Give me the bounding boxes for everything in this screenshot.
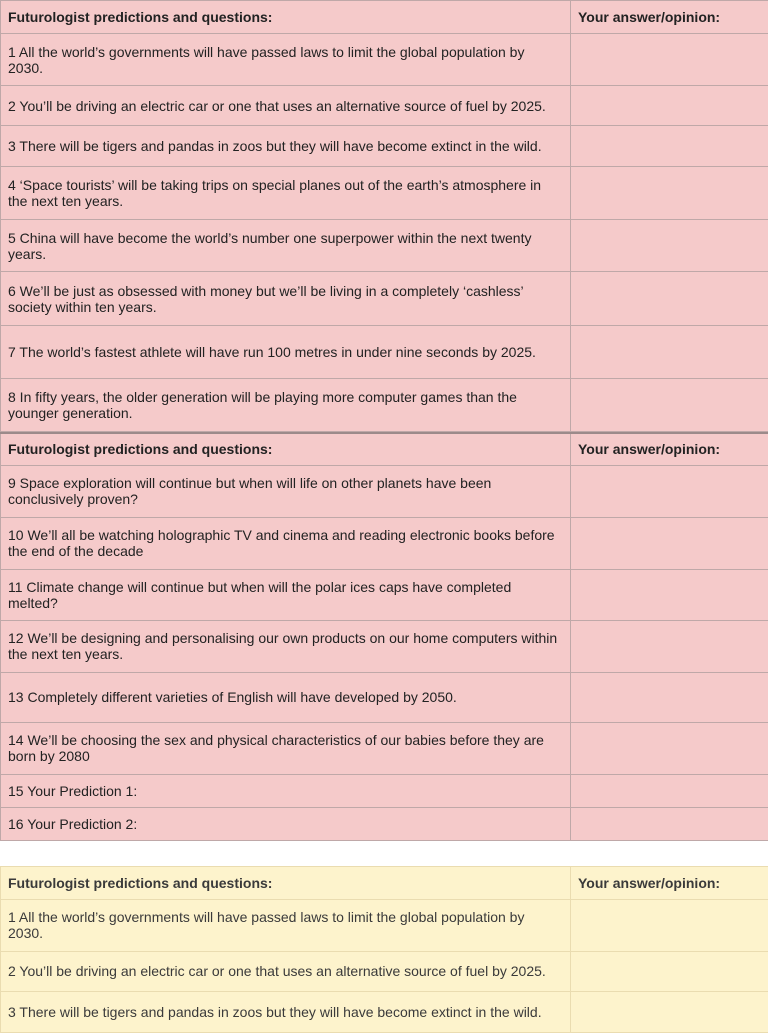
prediction-text: 11 Climate change will continue but when will the polar ices caps have completed melted?	[1, 569, 571, 620]
answer-cell[interactable]	[571, 465, 768, 517]
prediction-text: 12 We’ll be designing and personalising our own products on our home computers within the next ten years.	[1, 620, 571, 672]
prediction-text: 14 We’ll be choosing the sex and physical characteristics of our babies before they are born by 2080	[1, 722, 571, 774]
table-row	[1, 951, 768, 991]
table-row	[1, 465, 768, 517]
answer-cell[interactable]	[571, 517, 768, 569]
answer-cell[interactable]	[571, 126, 768, 167]
prediction-text: 16 Your Prediction 2:	[1, 807, 571, 840]
table-row	[1, 807, 768, 840]
answer-cell[interactable]	[571, 272, 768, 326]
answer-cell[interactable]	[571, 672, 768, 722]
prediction-text: 1 All the world’s governments will have passed laws to limit the global population by 2030.	[1, 34, 571, 86]
table-row	[1, 220, 768, 272]
answer-cell[interactable]	[571, 326, 768, 379]
prediction-text: 4 ‘Space tourists’ will be taking trips on special planes out of the earth’s atmosphere in the next ten years.	[1, 167, 571, 220]
answer-cell[interactable]	[571, 899, 768, 951]
answer-column-header: Your answer/opinion:	[571, 866, 768, 899]
predictions-table-2	[0, 432, 768, 841]
prediction-text: 1 All the world’s governments will have passed laws to limit the global population by 2030.	[1, 899, 571, 951]
prediction-text: 13 Completely different varieties of English will have developed by 2050.	[1, 672, 571, 722]
answer-cell[interactable]	[571, 620, 768, 672]
answer-cell[interactable]	[571, 167, 768, 220]
answer-cell[interactable]	[571, 774, 768, 807]
answer-cell[interactable]	[571, 379, 768, 432]
answer-cell[interactable]	[571, 991, 768, 1032]
predictions-table-3	[0, 866, 768, 1033]
question-column-header: Futurologist predictions and questions:	[1, 433, 571, 465]
prediction-text: 6 We’ll be just as obsessed with money but we’ll be living in a completely ‘cashless’ society within ten years.	[1, 272, 571, 326]
prediction-text: 8 In fifty years, the older generation will be playing more computer games than the younger generation.	[1, 379, 571, 432]
prediction-text: 7 The world’s fastest athlete will have run 100 metres in under nine seconds by 2025.	[1, 326, 571, 379]
prediction-text: 5 China will have become the world’s number one superpower within the next twenty years.	[1, 220, 571, 272]
table-row	[1, 620, 768, 672]
table-row	[1, 86, 768, 126]
answer-cell[interactable]	[571, 807, 768, 840]
prediction-text: 3 There will be tigers and pandas in zoos but they will have become extinct in the wild.	[1, 991, 571, 1032]
table-row	[1, 899, 768, 951]
prediction-text: 10 We’ll all be watching holographic TV and cinema and reading electronic books before the end of the decade	[1, 517, 571, 569]
table-row	[1, 272, 768, 326]
table-row	[1, 517, 768, 569]
prediction-text: 15 Your Prediction 1:	[1, 774, 571, 807]
prediction-text: 2 You’ll be driving an electric car or one that uses an alternative source of fuel by 2025.	[1, 86, 571, 126]
prediction-text: 3 There will be tigers and pandas in zoos but they will have become extinct in the wild.	[1, 126, 571, 167]
table-row	[1, 774, 768, 807]
answer-column-header: Your answer/opinion:	[571, 1, 768, 34]
answer-cell[interactable]	[571, 86, 768, 126]
answer-cell[interactable]	[571, 569, 768, 620]
answer-cell[interactable]	[571, 722, 768, 774]
answer-cell[interactable]	[571, 34, 768, 86]
table-row	[1, 379, 768, 432]
table-row	[1, 326, 768, 379]
table-header-row	[1, 866, 768, 899]
answer-cell[interactable]	[571, 951, 768, 991]
table-row	[1, 126, 768, 167]
answer-cell[interactable]	[571, 220, 768, 272]
question-column-header: Futurologist predictions and questions:	[1, 866, 571, 899]
table-row	[1, 34, 768, 86]
predictions-table-1	[0, 0, 768, 432]
table-header-row	[1, 433, 768, 465]
prediction-text: 2 You’ll be driving an electric car or one that uses an alternative source of fuel by 2025.	[1, 951, 571, 991]
table-row	[1, 569, 768, 620]
question-column-header: Futurologist predictions and questions:	[1, 1, 571, 34]
table-row	[1, 672, 768, 722]
page-gap	[0, 841, 768, 866]
table-header-row	[1, 1, 768, 34]
table-row	[1, 722, 768, 774]
answer-column-header: Your answer/opinion:	[571, 433, 768, 465]
table-row	[1, 991, 768, 1032]
prediction-text: 9 Space exploration will continue but when will life on other planets have been conclusively proven?	[1, 465, 571, 517]
table-row	[1, 167, 768, 220]
